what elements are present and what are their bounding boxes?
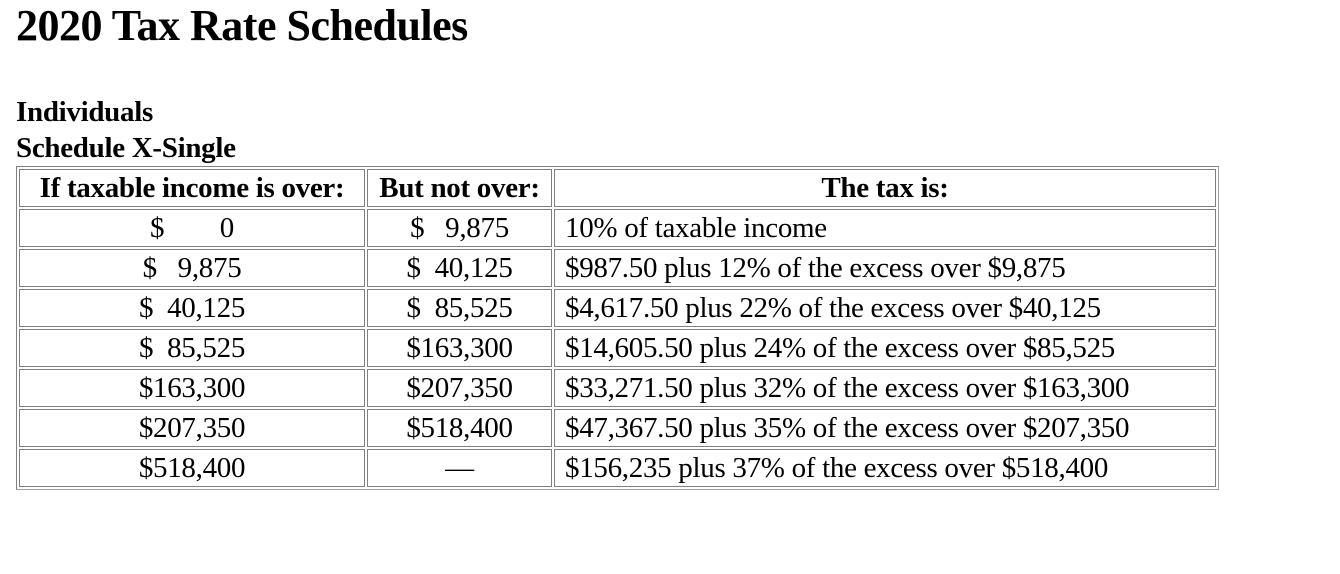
header-not-over: But not over:: [367, 169, 552, 207]
table-row: [19, 329, 1216, 367]
table-row: [19, 249, 1216, 287]
cell-over: $ 9,875: [19, 249, 365, 287]
table-row: [19, 449, 1216, 487]
cell-tax: $14,605.50 plus 24% of the excess over $85,525: [554, 329, 1216, 367]
cell-not-over: $ 40,125: [367, 249, 552, 287]
cell-tax: $156,235 plus 37% of the excess over $518,400: [554, 449, 1216, 487]
cell-over: $ 0: [19, 209, 365, 247]
table-row: [19, 289, 1216, 327]
header-tax-is: The tax is:: [554, 169, 1216, 207]
page-title: 2020 Tax Rate Schedules: [16, 1, 468, 50]
cell-not-over: $ 85,525: [367, 289, 552, 327]
cell-tax: $47,367.50 plus 35% of the excess over $207,350: [554, 409, 1216, 447]
cell-over: $207,350: [19, 409, 365, 447]
cell-tax: 10% of taxable income: [554, 209, 1216, 247]
cell-tax: $987.50 plus 12% of the excess over $9,875: [554, 249, 1216, 287]
schedule-heading: Schedule X-Single: [16, 132, 236, 164]
header-taxable-over: If taxable income is over:: [19, 169, 365, 207]
cell-over: $518,400: [19, 449, 365, 487]
table-row: [19, 409, 1216, 447]
tax-rate-table: [16, 166, 1219, 490]
cell-not-over: —: [367, 449, 552, 487]
table-header-row: [19, 169, 1216, 207]
cell-over: $163,300: [19, 369, 365, 407]
table-row: [19, 369, 1216, 407]
cell-tax: $4,617.50 plus 22% of the excess over $40,125: [554, 289, 1216, 327]
cell-not-over: $ 9,875: [367, 209, 552, 247]
cell-not-over: $518,400: [367, 409, 552, 447]
cell-not-over: $163,300: [367, 329, 552, 367]
cell-tax: $33,271.50 plus 32% of the excess over $163,300: [554, 369, 1216, 407]
cell-over: $ 85,525: [19, 329, 365, 367]
section-heading: Individuals: [16, 96, 153, 128]
table-row: [19, 209, 1216, 247]
cell-over: $ 40,125: [19, 289, 365, 327]
cell-not-over: $207,350: [367, 369, 552, 407]
